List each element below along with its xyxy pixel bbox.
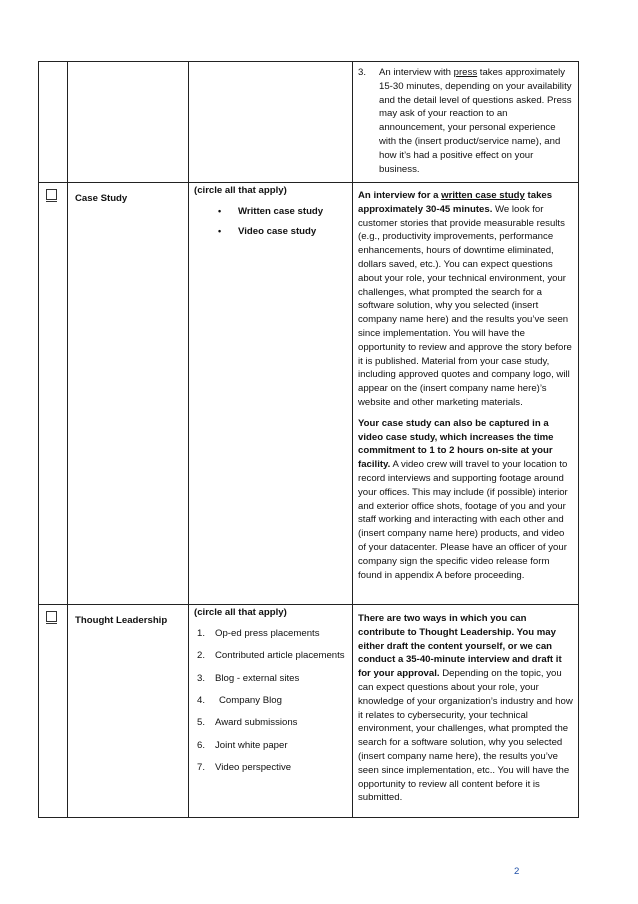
press-link[interactable]: press	[453, 67, 478, 78]
case-study-paragraph-1: An interview for a written case study takes approximately 30-45 minutes. We look for customer stories that provide measurable results (e.g., productivity improvements, performance enhancements, hours of downtime eliminated, dollars saved, etc.). You can expect questions about your role, your technical environment, your challenges, what prompted the search for a software solution, why you selected (insert company name here) and the results you’ve seen since implementation. You will have the opportunity to review and approve the story before it is published. Material from your case study, including approved quotes and company logo, will appear on the (insert company name here)’s website and other marketing materials.	[358, 190, 572, 408]
bullet-icon: •	[218, 225, 222, 236]
table-row-thought-leadership	[39, 605, 579, 818]
options-cell	[189, 605, 353, 818]
description-cell	[353, 62, 579, 183]
option-company-blog[interactable]: 4. Company Blog	[197, 694, 282, 706]
case-study-label: Case Study	[75, 193, 128, 204]
case-study-checkbox[interactable]	[46, 189, 57, 200]
option-op-ed[interactable]: 1. Op-ed press placements	[197, 627, 320, 639]
page-number: 2	[514, 866, 520, 877]
description-cell	[353, 183, 579, 605]
option-written-case-study[interactable]: • Written case study	[194, 205, 348, 219]
table-row-case-study	[39, 183, 579, 605]
options-heading: (circle all that apply)	[194, 607, 287, 618]
type-cell	[68, 183, 189, 605]
type-cell	[68, 62, 189, 183]
checkbox-cell	[39, 183, 68, 605]
thought-leadership-paragraph: There are two ways in which you can contribute to Thought Leadership. You may either draft the content yourself, or we can conduct a 35-40-minute interview and draft it for your approval. Depending on the topic, you can expect questions about your role, your knowledge of your organization’s industry and how it relates to cybersecurity, your technical environment, your challenges, what prompted the search for a software solution, why you selected (insert company name here), the results you’ve seen since implementation, etc.. You will have the opportunity to review all content before it is submitted.	[358, 613, 573, 804]
description-cell	[353, 605, 579, 818]
option-joint-white-paper[interactable]: 6. Joint white paper	[197, 739, 288, 751]
checkbox-cell	[39, 605, 68, 818]
options-heading: (circle all that apply)	[194, 185, 287, 196]
press-item	[353, 62, 573, 179]
written-case-study-link[interactable]: written case study	[441, 190, 525, 201]
bullet-icon: •	[218, 205, 222, 216]
participation-table	[38, 61, 579, 818]
item-number: 3.	[358, 67, 367, 78]
checkbox-cell	[39, 62, 68, 183]
option-video-case-study[interactable]: • Video case study	[194, 225, 348, 239]
thought-leadership-checkbox[interactable]	[46, 611, 57, 622]
options-cell	[189, 62, 353, 183]
options-cell	[189, 183, 353, 605]
option-blog-external[interactable]: 3. Blog - external sites	[197, 672, 300, 684]
type-cell	[68, 605, 189, 818]
table-row-press	[39, 62, 579, 183]
thought-leadership-label: Thought Leadership	[75, 615, 168, 626]
press-description: An interview with press takes approximately 15-30 minutes, depending on your availability and the detail level of questions asked. Press may ask of your reaction to an announcement, your personal experience with the (insert product/service name), and how it’s had a positive effect on your business.	[379, 67, 572, 175]
option-contributed-article[interactable]: 2. Contributed article placements	[197, 650, 345, 662]
option-award-submissions[interactable]: 5. Award submissions	[197, 717, 298, 729]
case-study-paragraph-2: Your case study can also be captured in a video case study, which increases the time commitment to 1 to 2 hours on-site at your facility. A video crew will travel to your location to record interviews and supporting footage around your offices. This may include (if possible) interior and exterior office shots, footage of you and your staff working and interacting with each other and (insert company name here) products, and video of your datacenter. Please have an officer of your company sign the specific video release form found in appendix A before proceeding.	[358, 417, 568, 581]
option-video-perspective[interactable]: 7. Video perspective	[197, 762, 292, 774]
